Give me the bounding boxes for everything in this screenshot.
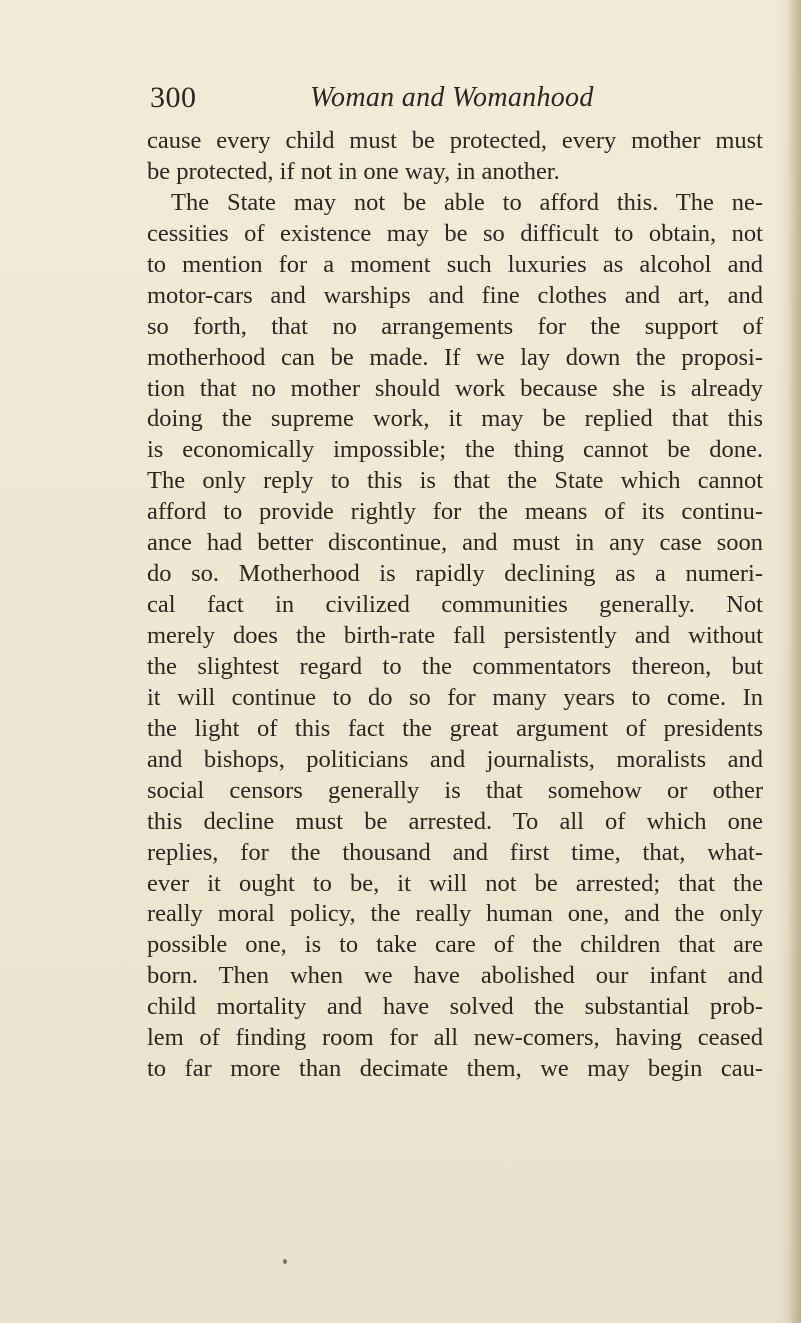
text-line: cessities of existence may be so difficult to obtain, not	[147, 219, 763, 247]
text-line: The only reply to this is that the State which cannot	[147, 467, 763, 495]
text-line: is economically impossible; the thing cannot be done.	[147, 436, 763, 464]
text-line: so forth, that no arrangements for the support of	[147, 312, 763, 340]
text-line: merely does the birth-rate fall persistently and without	[147, 622, 763, 649]
text-line: really moral policy, the really human one, and the only	[147, 900, 763, 928]
text-line: the light of this fact the great argument of presidents	[147, 714, 763, 742]
text-line: the slightest regard to the commentators thereon, but	[147, 652, 763, 680]
running-title: Woman and Womanhood	[310, 82, 594, 113]
text-line: child mortality and have solved the substantial prob-	[147, 993, 763, 1021]
page-edge-shadow	[787, 0, 801, 1323]
text-line: motherhood can be made. If we lay down the proposi-	[147, 343, 763, 371]
text-line: The State may not be able to afford this. The ne-	[171, 188, 763, 216]
text-line: be protected, if not in one way, in another.	[147, 157, 560, 185]
text-line: born. Then when we have abolished our infant and	[147, 962, 763, 990]
text-line: ance had better discontinue, and must in any case soon	[147, 529, 763, 557]
text-line: it will continue to do so for many years to come. In	[147, 683, 763, 711]
text-line: motor-cars and warships and fine clothes and art, and	[147, 281, 763, 309]
page-number: 300	[150, 81, 197, 114]
text-line: to far more than decimate them, we may begin cau-	[147, 1055, 763, 1083]
text-line: lem of finding room for all new-comers, having ceased	[147, 1024, 763, 1052]
text-line: possible one, is to take care of the children that are	[147, 931, 763, 959]
body-text	[147, 126, 763, 1085]
text-line: cal fact in civilized communities generally. Not	[147, 591, 763, 619]
text-line: afford to provide rightly for the means of its continu-	[147, 498, 763, 526]
text-line: replies, for the thousand and first time, that, what-	[147, 838, 763, 866]
text-line: ever it ought to be, it will not be arrested; that the	[147, 869, 763, 897]
text-line: tion that no mother should work because she is already	[147, 374, 763, 402]
ink-speck	[283, 1259, 287, 1264]
text-line: doing the supreme work, it may be replied that this	[147, 405, 763, 433]
text-line: to mention for a moment such luxuries as alcohol and	[147, 250, 763, 278]
text-line: cause every child must be protected, every mother must	[147, 127, 763, 154]
text-line: and bishops, politicians and journalists, moralists and	[147, 745, 763, 773]
text-line: do so. Motherhood is rapidly declining as a numeri-	[147, 560, 763, 588]
running-head	[150, 78, 710, 118]
text-line: social censors generally is that somehow or other	[147, 776, 763, 804]
text-line: this decline must be arrested. To all of which one	[147, 807, 763, 835]
